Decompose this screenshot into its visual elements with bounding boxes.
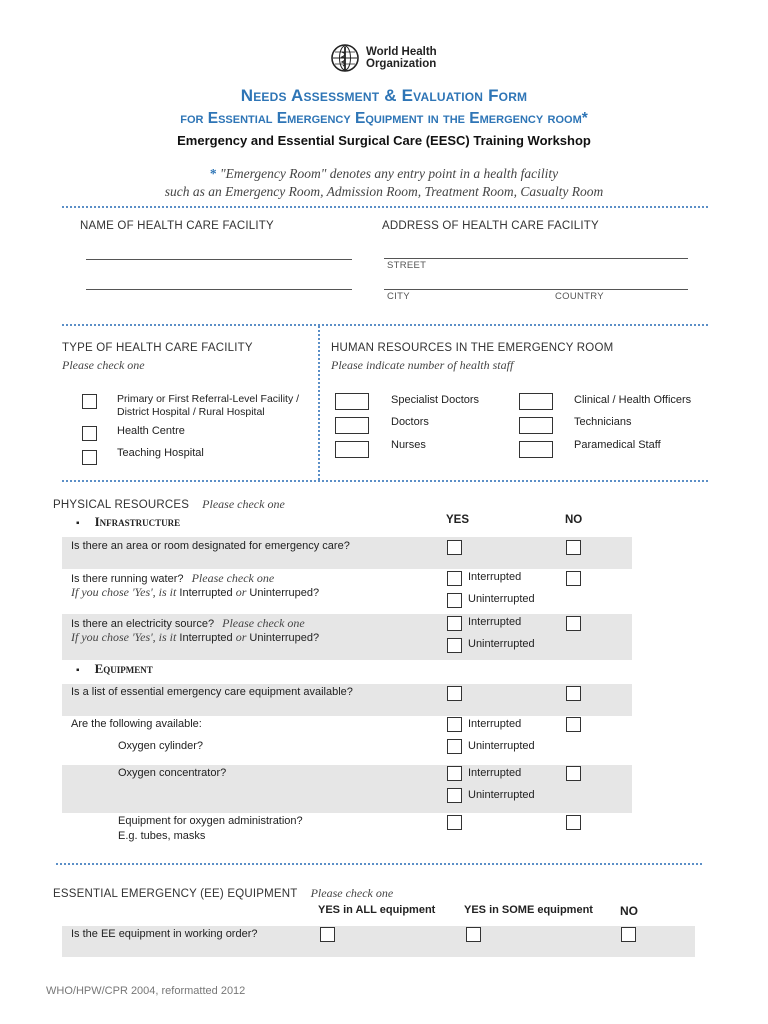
q2-uninterrupted-checkbox[interactable] <box>447 593 462 608</box>
q2-interrupted-checkbox[interactable] <box>447 571 462 586</box>
q5a-interrupted-label: Interrupted <box>468 718 522 730</box>
q5b-uninterrupted-checkbox[interactable] <box>447 788 462 803</box>
ee-question: Is the EE equipment in working order? <box>71 928 258 940</box>
physical-hint: Please check one <box>202 497 285 511</box>
q3-follow-a: If you chose 'Yes', is it <box>71 630 177 644</box>
hr-technicians-label: Technicians <box>574 416 632 428</box>
q5a-text: Oxygen cylinder? <box>118 740 203 752</box>
hr-doctors-label: Doctors <box>391 416 429 428</box>
facility-name-field-2[interactable] <box>86 289 352 290</box>
footer-text: WHO/HPW/CPR 2004, reformatted 2012 <box>46 985 246 997</box>
q2-text <box>71 571 274 586</box>
hr-paramedical-input[interactable] <box>519 441 553 458</box>
facility-name-field-1[interactable] <box>86 259 352 260</box>
note-star: * <box>209 166 217 181</box>
q4-no-checkbox[interactable] <box>566 686 581 701</box>
divider-2 <box>62 324 708 326</box>
facility-type-primary-checkbox[interactable] <box>82 394 97 409</box>
ee-some-checkbox[interactable] <box>466 927 481 942</box>
q5c-sub-text: E.g. tubes, masks <box>118 830 206 842</box>
ee-col-no: NO <box>620 904 638 918</box>
facility-name-label: NAME OF HEALTH CARE FACILITY <box>80 220 274 232</box>
q5b-text: Oxygen concentrator? <box>118 767 227 779</box>
q3-follow-or: or <box>235 630 247 644</box>
divider-4 <box>56 863 702 865</box>
q5c-yes-checkbox[interactable] <box>447 815 462 830</box>
q2-interrupted-label: Interrupted <box>468 571 522 583</box>
q3-follow-interrupted: Interrupted <box>179 632 233 644</box>
street-field[interactable] <box>384 258 688 259</box>
ee-col-some: YES in SOME equipment <box>464 904 593 916</box>
q3-question: Is there an electricity source? <box>71 618 215 630</box>
q3-follow-uninterrupted: Uninterruped? <box>249 632 320 644</box>
country-label: COUNTRY <box>555 291 604 302</box>
q2-no-checkbox[interactable] <box>566 571 581 586</box>
q2-follow <box>71 585 319 600</box>
ee-all-checkbox[interactable] <box>320 927 335 942</box>
infrastructure-heading <box>76 514 180 530</box>
yes-column-header: YES <box>446 514 470 526</box>
vertical-divider <box>318 326 320 480</box>
facility-type-health-centre-label: Health Centre <box>117 425 185 437</box>
q2-follow-or: or <box>235 585 247 599</box>
er-note-line1 <box>0 166 768 182</box>
facility-type-teaching-checkbox[interactable] <box>82 450 97 465</box>
q3-follow <box>71 630 319 645</box>
q3-interrupted-checkbox[interactable] <box>447 616 462 631</box>
ee-col-all: YES in ALL equipment <box>318 904 436 916</box>
hr-clinical-officers-label: Clinical / Health Officers <box>574 394 692 406</box>
q3-text <box>71 616 305 631</box>
city-country-field[interactable] <box>384 289 688 290</box>
q3-no-checkbox[interactable] <box>566 616 581 631</box>
hr-title: HUMAN RESOURCES IN THE EMERGENCY ROOM <box>331 342 614 354</box>
er-note-line2: such as an Emergency Room, Admission Room, Treatment Room, Casualty Room <box>164 184 604 199</box>
hr-paramedical-label: Paramedical Staff <box>574 439 661 451</box>
who-logo <box>330 42 450 74</box>
facility-type-hint: Please check one <box>62 358 145 372</box>
q2-question: Is there running water? <box>71 573 184 585</box>
q5b-no-checkbox[interactable] <box>566 766 581 781</box>
q5a-uninterrupted-label: Uninterrupted <box>468 740 535 752</box>
divider-3 <box>62 480 708 482</box>
q1-yes-checkbox[interactable] <box>447 540 462 555</box>
hr-doctors-input[interactable] <box>335 417 369 434</box>
q3-uninterrupted-checkbox[interactable] <box>447 638 462 653</box>
hr-specialist-doctors-label: Specialist Doctors <box>391 394 480 406</box>
form-title-line2: for Essential Emergency Equipment in the Emergency room* <box>180 110 588 127</box>
facility-type-primary-label-2: District Hospital / Rural Hospital <box>117 406 265 418</box>
facility-address-label: ADDRESS OF HEALTH CARE FACILITY <box>382 220 599 232</box>
ee-no-checkbox[interactable] <box>621 927 636 942</box>
q2-follow-uninterrupted: Uninterruped? <box>249 587 320 599</box>
q3-uninterrupted-label: Uninterrupted <box>468 638 535 650</box>
facility-type-health-centre-checkbox[interactable] <box>82 426 97 441</box>
q5c-no-checkbox[interactable] <box>566 815 581 830</box>
bullet-icon-2: ▪ <box>76 665 80 676</box>
street-label: STREET <box>387 260 427 271</box>
q5b-interrupted-label: Interrupted <box>468 767 522 779</box>
hr-nurses-input[interactable] <box>335 441 369 458</box>
bullet-icon: ▪ <box>76 518 80 529</box>
q5-text: Are the following available: <box>71 718 202 730</box>
q2-uninterrupted-label: Uninterrupted <box>468 593 535 605</box>
who-emblem-icon <box>330 43 360 73</box>
logo-text-1: World Health <box>366 46 437 58</box>
equipment-label: Equipment <box>94 661 153 676</box>
hr-technicians-input[interactable] <box>519 417 553 434</box>
facility-type-teaching-label: Teaching Hospital <box>117 447 204 459</box>
form-subtitle: Emergency and Essential Surgical Care (EESC) Training Workshop <box>177 133 591 148</box>
q4-yes-checkbox[interactable] <box>447 686 462 701</box>
q5b-interrupted-checkbox[interactable] <box>447 766 462 781</box>
q3-hint: Please check one <box>222 616 305 630</box>
q5a-no-checkbox[interactable] <box>566 717 581 732</box>
logo-text-2: Organization <box>366 58 437 70</box>
q1-text: Is there an area or room designated for emergency care? <box>71 540 350 552</box>
equipment-heading <box>76 661 153 677</box>
q5a-uninterrupted-checkbox[interactable] <box>447 739 462 754</box>
form-title-line1: Needs Assessment & Evaluation Form <box>240 86 528 105</box>
ee-header <box>53 886 393 901</box>
infrastructure-label: Infrastructure <box>94 514 181 529</box>
q1-no-checkbox[interactable] <box>566 540 581 555</box>
q5c-text: Equipment for oxygen administration? <box>118 815 303 827</box>
no-column-header: NO <box>565 514 583 526</box>
q2-hint: Please check one <box>191 571 275 585</box>
hr-specialist-doctors-input[interactable] <box>335 393 369 410</box>
physical-resources-header <box>53 497 285 512</box>
q3-interrupted-label: Interrupted <box>468 616 522 628</box>
hr-hint: Please indicate number of health staff <box>331 358 514 372</box>
q2-follow-a: If you chose 'Yes', is it <box>71 585 177 599</box>
divider-1 <box>62 206 708 208</box>
q5a-interrupted-checkbox[interactable] <box>447 717 462 732</box>
facility-type-primary-label-1: Primary or First Referral-Level Facility / <box>117 393 300 405</box>
facility-type-title: TYPE OF HEALTH CARE FACILITY <box>62 342 253 354</box>
hr-nurses-label: Nurses <box>391 439 426 451</box>
physical-title: PHYSICAL RESOURCES <box>53 499 190 511</box>
q4-text: Is a list of essential emergency care equipment available? <box>71 686 353 698</box>
ee-title: ESSENTIAL EMERGENCY (EE) EQUIPMENT <box>53 888 298 900</box>
note-text-1: "Emergency Room" denotes any entry point in a health facility <box>219 166 559 181</box>
q5b-uninterrupted-label: Uninterrupted <box>468 789 535 801</box>
ee-hint: Please check one <box>310 886 394 900</box>
q2-follow-interrupted: Interrupted <box>179 587 233 599</box>
hr-clinical-officers-input[interactable] <box>519 393 553 410</box>
city-label: CITY <box>387 291 410 302</box>
